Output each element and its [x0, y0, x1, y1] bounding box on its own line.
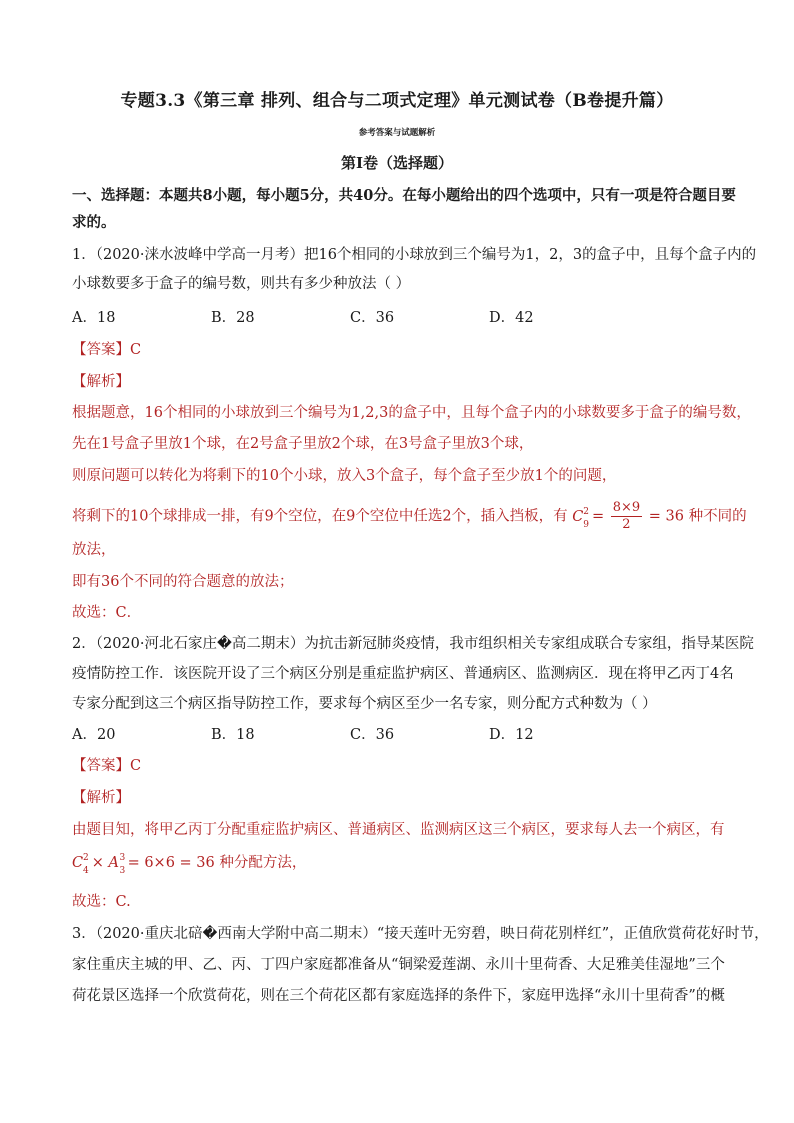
- q2-analysis-label: 【解析】: [72, 790, 130, 806]
- section-heading: 第Ⅰ卷（选择题）: [340, 154, 454, 172]
- fraction: $\frac{8\times 9}{2}$: [612, 500, 641, 532]
- q1-option-c: C．36: [350, 310, 395, 326]
- q2-option-b: B．18: [211, 727, 255, 743]
- instruction-line-2: 求的。: [72, 214, 116, 231]
- combination-formula: C 2 9: [572, 506, 589, 530]
- arrangement-formula: A 3 3: [108, 853, 126, 876]
- q2-stem-line-1: 2．（2020·河北石家庄�高二期末）为抗击新冠肺炎疫情，我市组织相关专家组成联合专家组，指导某医院: [72, 636, 754, 652]
- q3-stem-line-2: 家住重庆主城的甲、乙、丙、丁四户家庭都准备从“铜梁爱莲湖、永川十里荷香、大足雅美佳湿地”三个: [72, 957, 725, 973]
- q1-option-a: A．18: [72, 310, 116, 326]
- q3-stem-line-1: 3．（2020·重庆北碚�西南大学附中高二期末）“接天莲叶无穷碧，映日荷花别样红”，正值欣赏荷花好时节，: [72, 926, 769, 942]
- q1-option-d: D．42: [489, 310, 534, 326]
- q2-analysis-line-3: 故选：C.: [72, 894, 131, 910]
- q1-analysis-line-4: 将剩下的10个球排成一排，有9个空位，在9个空位中任选2个，插入挡板，有 C 2 9 = $\frac{8\times 9}{2}$ = 36 种不同的: [72, 500, 747, 532]
- page-subtitle: 参考答案与试题解析: [358, 128, 436, 138]
- q1-analysis-line-6: 即有36个不同的符合题意的放法；: [72, 574, 294, 590]
- q1-stem-line-2: 小球数要多于盒子的编号数，则共有多少种放法（ ）: [72, 276, 411, 292]
- q1-answer: 【答案】C: [72, 342, 142, 358]
- q2-option-a: A．20: [72, 727, 116, 743]
- q2-answer: 【答案】C: [72, 758, 142, 774]
- instruction-line-1: 一、选择题：本题共8小题，每小题5分，共40分。在每小题给出的四个选项中，只有一项是符合题目要: [72, 187, 736, 204]
- q1-analysis-line-3: 则原问题可以转化为将剩下的10个小球，放入3个盒子，每个盒子至少放1个的问题，: [72, 468, 617, 484]
- q1-options: [72, 308, 628, 328]
- q2-analysis-line-1: 由题目知，将甲乙丙丁分配重症监护病区、普通病区、监测病区这三个病区，要求每人去一个病区，有: [72, 822, 725, 838]
- q2-option-c: C．36: [350, 727, 395, 743]
- q2-stem-line-3: 专家分配到这三个病区指导防控工作，要求每个病区至少一名专家，则分配方式种数为（ ）: [72, 696, 657, 712]
- q2-analysis-line-2: C 2 4 × A 3 3 = 6×6 = 36 种分配方法，: [72, 853, 307, 876]
- combination-formula: C 2 4: [72, 853, 89, 876]
- q1-analysis-label: 【解析】: [72, 374, 130, 390]
- q1-option-b: B．28: [211, 310, 255, 326]
- q1-analysis-line-1: 根据题意，16个相同的小球放到三个编号为1,2,3的盒子中，且每个盒子内的小球数要多于盒子的编号数，: [72, 405, 751, 421]
- q1-stem-line-1: 1．（2020·涞水波峰中学高一月考）把16个相同的小球放到三个编号为1，2，3的盒子中，且每个盒子内的: [72, 247, 757, 263]
- q1-analysis-line-7: 故选：C．: [72, 605, 142, 621]
- q1-analysis-line-5: 放法，: [72, 542, 116, 558]
- q2-stem-line-2: 疫情防控工作．该医院开设了三个病区分别是重症监护病区、普通病区、监测病区．现在将甲乙丙丁4名: [72, 666, 734, 682]
- q3-stem-line-3: 荷花景区选择一个欣赏荷花，则在三个荷花区都有家庭选择的条件下，家庭甲选择“永川十里荷香”的概: [72, 988, 725, 1004]
- q1-analysis-line-2: 先在1号盒子里放1个球，在2号盒子里放2个球，在3号盒子里放3个球，: [72, 436, 534, 452]
- q1-analysis-line-4-text: 将剩下的10个球排成一排，有9个空位，在9个空位中任选2个，插入挡板，有: [72, 508, 568, 525]
- page-title: 专题3.3《第三章 排列、组合与二项式定理》单元测试卷（B卷提升篇）: [120, 91, 674, 111]
- q2-options: [72, 725, 628, 745]
- q2-option-d: D．12: [489, 727, 534, 743]
